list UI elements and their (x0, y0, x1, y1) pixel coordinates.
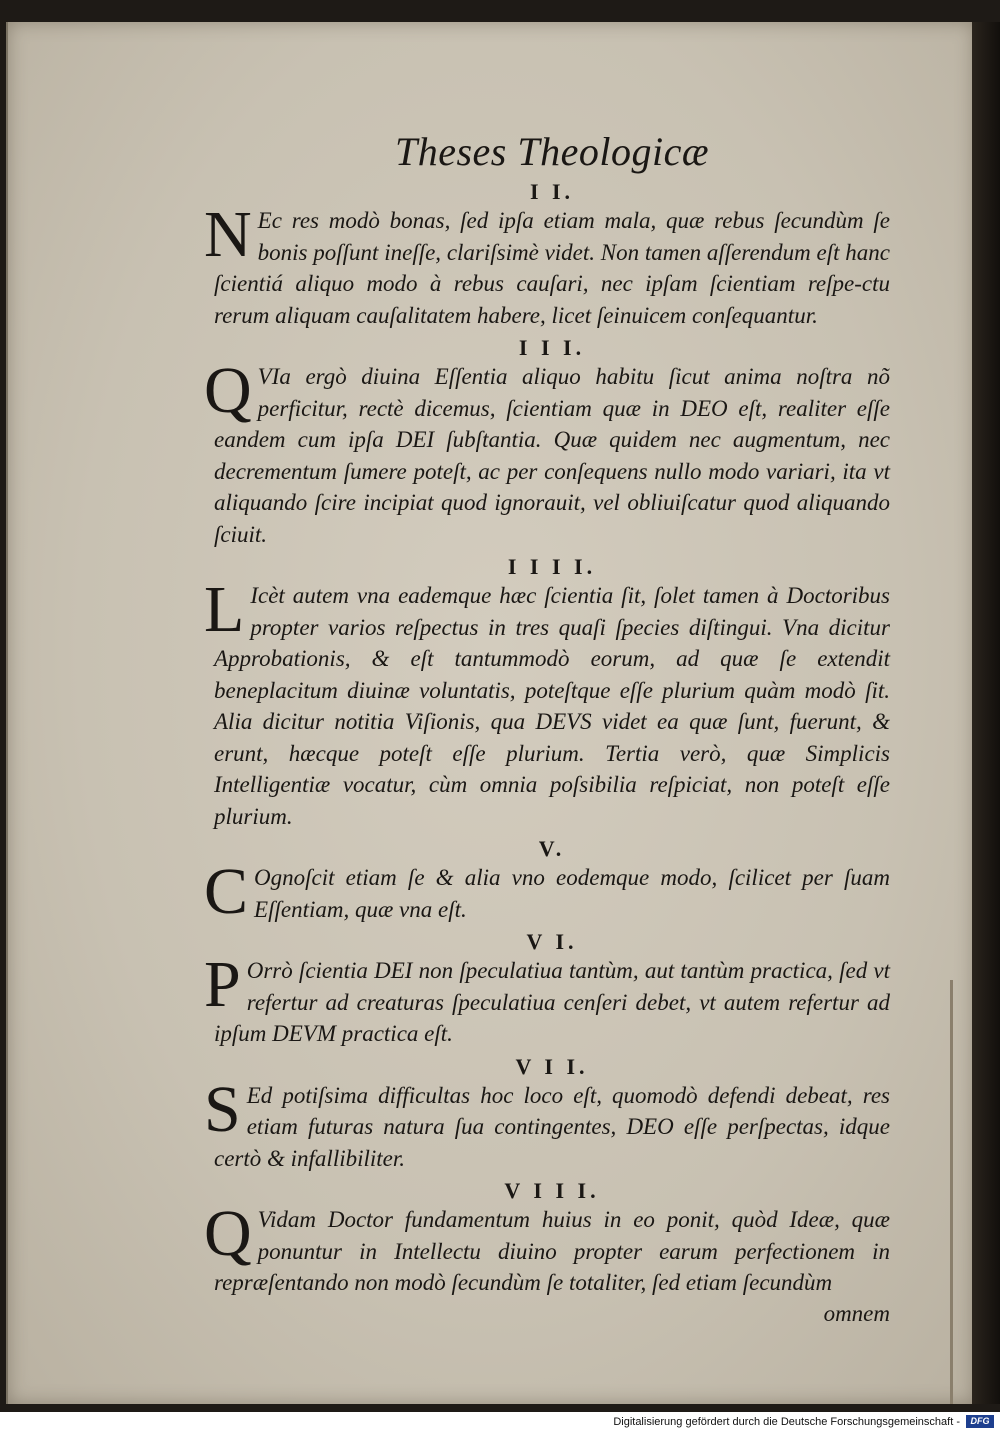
dfg-logo: DFG (966, 1415, 994, 1428)
thesis-paragraph (204, 1072, 890, 1175)
page-edge (972, 22, 1000, 1404)
page-fold-line (950, 980, 953, 1404)
thesis-number: V I. (526, 929, 578, 954)
thesis-paragraph (204, 198, 890, 331)
thesis-number: V I I. (515, 1053, 589, 1079)
initial-letter: N (204, 198, 252, 271)
thesis-paragraph (204, 855, 890, 928)
thesis-text: Ed potiſsima difficultas hoc loco eſt, quomodò defendi debeat, res etiam futuras natura ſua contingentes, DEO eſſe perſpectas, idque certò & infallibiliter. (214, 1082, 890, 1171)
initial-letter: C (204, 855, 249, 928)
thesis-text: Ognoſcit etiam ſe & alia vno eodemque modo, ſcilicet per ſuam Eſſentiam, quæ vna eſt. (254, 865, 890, 922)
thesis-text: Ec res modò bonas, ſed ipſa etiam mala, quæ rebus ſecundùm ſe bonis poſſunt ineſſe, clariſsimè videt. Non tamen aſſerendum eſt hanc ſcientiá aliquo modo à rebus cauſari, nec ipſam ſcientiam reſpe-ctu rerum aliquam cauſalitatem habere, licet ſeinuicem conſequantur. (214, 208, 890, 328)
thesis-number: I I I I. (507, 554, 597, 579)
catchword: omnem (823, 1300, 890, 1326)
thesis-paragraph (204, 948, 890, 1050)
thesis-paragraph (204, 354, 890, 550)
thesis-paragraph (204, 573, 890, 832)
digitization-footer (0, 1412, 1000, 1432)
thesis-number: V. (538, 836, 566, 861)
thesis-number: V I I I. (504, 1178, 600, 1203)
thesis-text: Orrò ſcientia DEI non ſpeculatiua tantùm, aut tantùm practica, ſed vt refertur ad creaturas ſpeculatiua cenſeri debet, vt autem refertur ad ipſum DEVM practica eſt. (214, 958, 890, 1046)
thesis-text: Vidam Doctor fundamentum huius in eo ponit, quòd Ideæ, quæ ponuntur in Intellectu diuino propter earum perfectionem in repræſentando non modò ſecundùm ſe totaliter, ſed etiam ſecundùm (214, 1207, 890, 1295)
thesis-text: VIa ergò diuina Eſſentia aliquo habitu ſicut anima noſtra nõ perficitur, rectè dicemus, ſcientiam quæ in DEO eſt, realiter eſſe eandem cum ipſa DEI ſubſtantia. Quæ quidem nec augmentum, nec decrementum ſumere poteſt, ac per conſequens nullo modo variari, ita vt aliquando ſcire incipiat quod ignorauit, vel obliuiſcatur quod aliquando ſciuit. (214, 364, 890, 547)
thesis-text: Icèt autem vna eademque hæc ſcientia ſit, ſolet tamen à Doctoribus propter varios reſpectus in tres quaſi ſpecies diſtingui. Vna dicitur Approbationis, & eſt tantummodò eorum, ad quæ ſe extendit beneplacitum diuinæ voluntatis, poteſtque eſſe plurium quàm modò ſit. Alia dicitur notitia Viſionis, qua DEVS videt ea quæ ſunt, fuerunt, & erunt, hæcque poteſt eſſe plurium. Tertia verò, quæ Simplicis Intelligentiæ vocatur, cùm omnia poſsibilia reſpiciat, non poteſt eſſe plurium. (214, 583, 890, 829)
initial-letter: S (204, 1072, 241, 1146)
initial-letter: L (204, 573, 245, 646)
funding-credit: Digitalisierung gefördert durch die Deutsche Forschungsgemeinschaft - (613, 1416, 960, 1428)
initial-letter: P (204, 948, 241, 1021)
page-title: Theses Theologicæ (394, 129, 710, 174)
initial-letter: Q (204, 354, 252, 427)
thesis-number: I I I. (518, 335, 586, 360)
initial-letter: Q (204, 1197, 252, 1270)
thesis-paragraph (204, 1197, 890, 1299)
page-text (204, 128, 890, 1329)
thesis-number: I I. (529, 179, 575, 204)
